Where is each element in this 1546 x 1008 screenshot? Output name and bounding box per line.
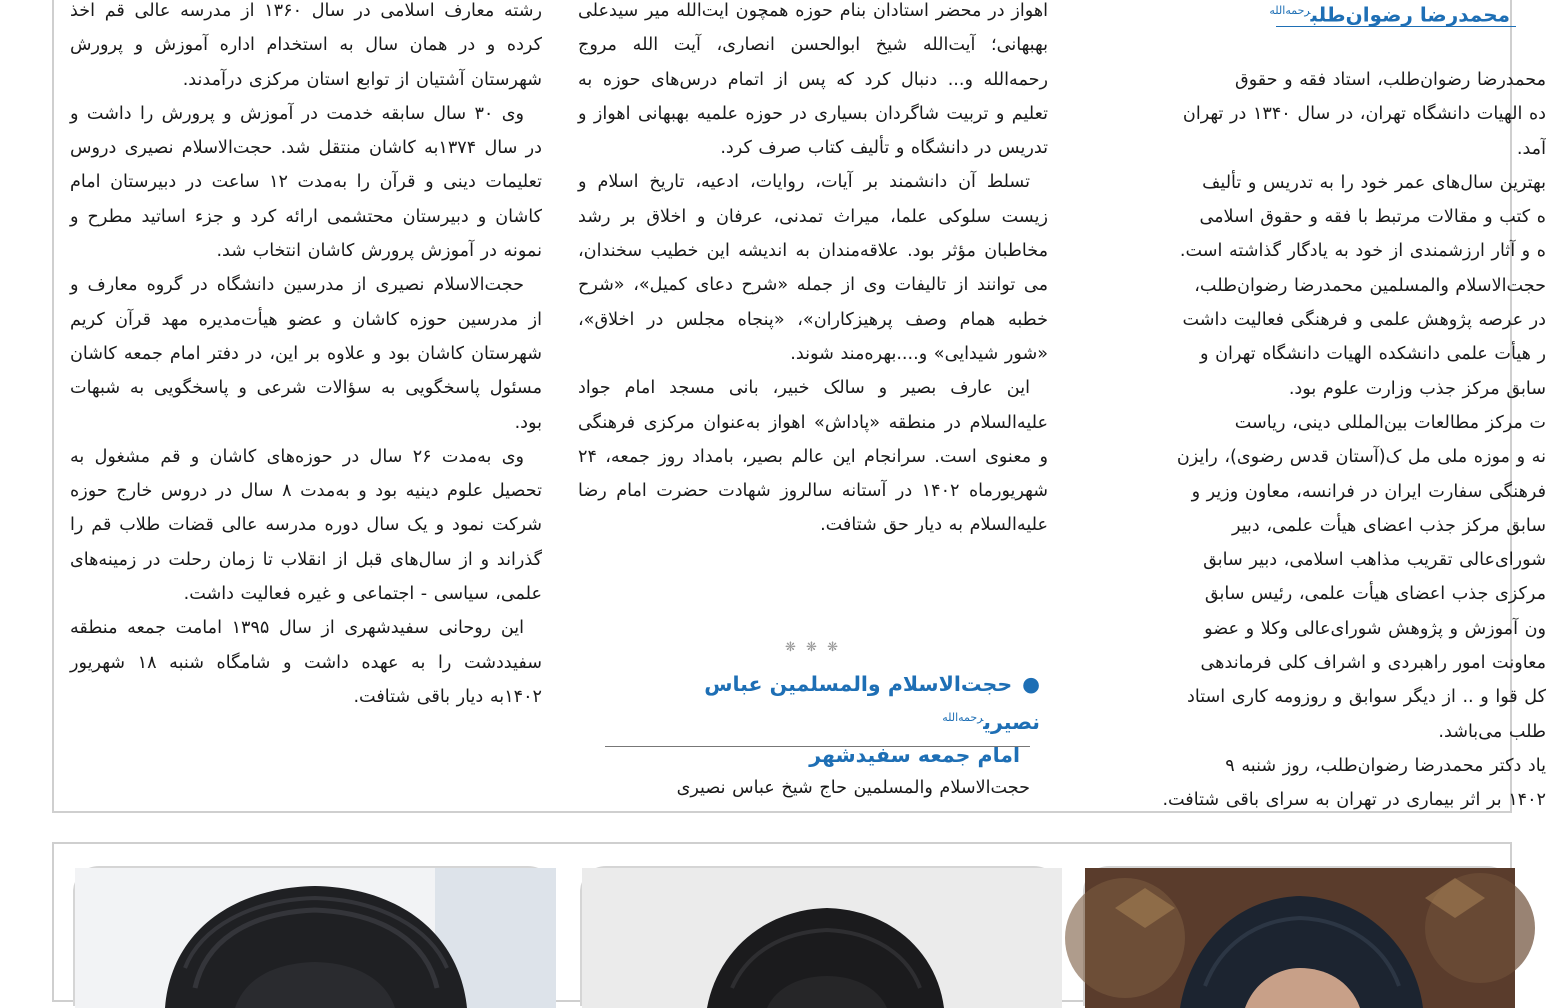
text-line: حجت‌الاسلام والمسلمین محمدرضا رضوان‌طلب، <box>1194 275 1546 296</box>
text-line: ۱۴۰۲ بر اثر بیماری در تهران به سرای باقی شتافت. <box>1162 790 1546 811</box>
byline-title <box>1270 0 1510 28</box>
text-line: سابق مرکز جذب وزارت علوم بود. <box>1288 378 1546 399</box>
middle-column-text <box>578 0 1048 543</box>
text-line: بهترین سال‌های عمر خود را به تدریس و تألیف <box>1202 172 1546 193</box>
text-line: نه و موزه ملی مل ک(آستان قدس رضوی)، رایزن <box>1176 447 1546 468</box>
text-line: ه و آثار ارزشمندی از خود به یادگار گذاشته است. <box>1179 241 1546 262</box>
paragraph: تسلط آن دانشمند بر آیات، روایات، ادعیه، تاریخ اسلام و زیست سلوکی علما، میراث تمدنی، عرفان و اخلاق بر رشد مخاطبان مؤثر بود. علاقه‌مندان به اندیشه این خطیب سخندان، می توانند از تالیفات وی از جمله «شرح دعای کمیل»، «شرح خطبه همام وصف پرهیزکاران»، «پنجاه مجلس در اخلاق»، «شور شیدایی» و....بهره‌مند شوند. <box>578 172 1048 364</box>
portrait-photo-3 <box>1083 866 1513 1006</box>
heading-underline <box>605 746 1030 747</box>
text-line: معاونت امور راهبردی و اشراف کلی فرماندهی <box>1200 653 1546 674</box>
text-line: ده الهیات دانشگاه تهران، در سال ۱۳۴۰ در تهران <box>1182 104 1546 125</box>
byline-name: محمدرضا رضوان‌طلب <box>1310 2 1510 27</box>
byline-underline <box>1276 26 1516 27</box>
right-column-text <box>1086 63 1546 818</box>
portrait-photo-1 <box>73 866 554 1006</box>
text-line: طلب می‌باشد. <box>1438 721 1546 742</box>
middle-column-continued <box>578 771 1048 805</box>
byline-honorific: رحمه‌الله <box>1269 4 1311 17</box>
text-line: ون آموزش و پژوهش شورای‌عالی وکلا و عضو <box>1204 618 1546 639</box>
text-line: کل قوا و .. از دیگر سوابق و روزومه کاری استاد <box>1187 687 1546 708</box>
paragraph: حجت‌الاسلام والمسلمین حاج شیخ عباس نصیری <box>676 778 1030 798</box>
paragraph: اهواز در محضر استادان بنام حوزه همچون ایت‌الله میر سیدعلی بهبهانی؛ آیت‌الله شیخ ابوالحسن انصاری، آیت الله مروج رحمه‌الله و... دنبال کرد که پس از اتمام درس‌های حوزه به تعلیم و تربیت شاگردان بسیاری در حوزه علمیه بهبهانی اهواز و تدریس در دانشگاه و تألیف کتاب صرف کرد. <box>578 1 1048 159</box>
paragraph: وی ۳۰ سال سابقه خدمت در آموزش و پرورش را داشت و در سال ۱۳۷۴به کاشان منتقل شد. حجت‌الاسلام نصیری دروس تعلیمات دینی و قرآن را به‌مدت ۱۲ ساعت در دبیرستان امام کاشان و دبیرستان محتشمی ارائه کرد و جزء اساتید مطرح و نمونه در آموزش پرورش کاشان انتخاب شد. <box>70 103 542 262</box>
paragraph: این روحانی سفیدشهری از سال ۱۳۹۵ امامت جمعه منطقه سفیددشت را به عهده داشت و شامگاه شنبه ۱۸ شهریور ۱۴۰۲به دیار باقی شتافت. <box>70 618 542 707</box>
portrait-photo-2 <box>580 866 1060 1006</box>
text-line: محمدرضا رضوان‌طلب، استاد فقه و حقوق <box>1235 70 1546 90</box>
text-line: ه کتب و مقالات مرتبط با فقه و حقوق اسلامی <box>1199 207 1546 228</box>
section-heading <box>600 668 1040 772</box>
text-line: مرکزی جذب اعضای هیأت علمی، رئیس سابق <box>1204 584 1546 605</box>
text-line: آمد. <box>1516 138 1546 159</box>
section-divider-ornament: ❋ ❋ ❋ <box>785 640 841 655</box>
text-line: یاد دکتر محمدرضا رضوان‌طلب، روز شنبه ۹ <box>1225 755 1546 776</box>
paragraph: وی به‌مدت ۲۶ سال در حوزه‌های کاشان و قم مشغول به تحصیل علوم دینیه بود و به‌مدت ۸ سال در دروس خارج حوزه شرکت نمود و یک سال دوره مدرسه عالی قضات طلاب قم را گذراند و از سال‌های قبل از انقلاب تا زمان رحلت در زمینه‌های علمی، سیاسی - اجتماعی و غیره فعالیت داشت. <box>70 446 542 605</box>
bullet-icon: ● <box>1022 672 1040 696</box>
text-line: ت مرکز مطالعات بین‌المللی دینی، ریاست <box>1234 412 1546 433</box>
heading-subtitle: امام جمعه سفیدشهر <box>809 742 1020 767</box>
text-line: سابق مرکز جذب اعضای هیأت علمی، دبیر <box>1232 515 1546 536</box>
paragraph: حجت‌الاسلام نصیری از مدرسین دانشگاه در گروه معارف و از مدرسین حوزه کاشان و عضو هیأت‌مدیره مهد قرآن کریم شهرستان کاشان بود و علاوه بر این، در دفتر امام جمعه کاشان مسئول پاسخگویی به سؤالات شرعی و پاسخگویی به شبهات بود. <box>70 275 542 433</box>
text-line: در عرصه پژوهش علمی و فرهنگی فعالیت داشت <box>1182 310 1546 331</box>
left-column-text <box>70 0 542 714</box>
text-line: شورای‌عالی تقریب مذاهب اسلامی، دبیر سابق <box>1203 550 1546 571</box>
paragraph: این عارف بصیر و سالک خبیر، بانی مسجد امام جواد علیه‌السلام در منطقه «پاداش» اهواز به‌عنوان مرکزی فرهنگی و معنوی است. سرانجام این عالم بصیر، بامداد روز جمعه، ۲۴ شهریورماه ۱۴۰۲ در آستانه سالروز شهادت حضرت امام رضا علیه‌السلام به دیار حق شتافت. <box>578 378 1048 536</box>
paragraph: رشته معارف اسلامی در سال ۱۳۶۰ از مدرسه عالی قم اخذ کرده و در همان سال به استخدام اداره آموزش و پرورش شهرستان آشتیان از توابع استان مرکزی درآمدند. <box>70 1 542 90</box>
heading-honorific: رحمه‌الله <box>942 711 984 724</box>
text-line: ر هیأت علمی دانشکده الهیات دانشگاه تهران و <box>1199 344 1546 365</box>
heading-name: حجت‌الاسلام والمسلمین عباس نصیری <box>704 672 1040 734</box>
text-line: فرهنگی سفارت ایران در فرانسه، معاون وزیر و <box>1191 481 1546 502</box>
